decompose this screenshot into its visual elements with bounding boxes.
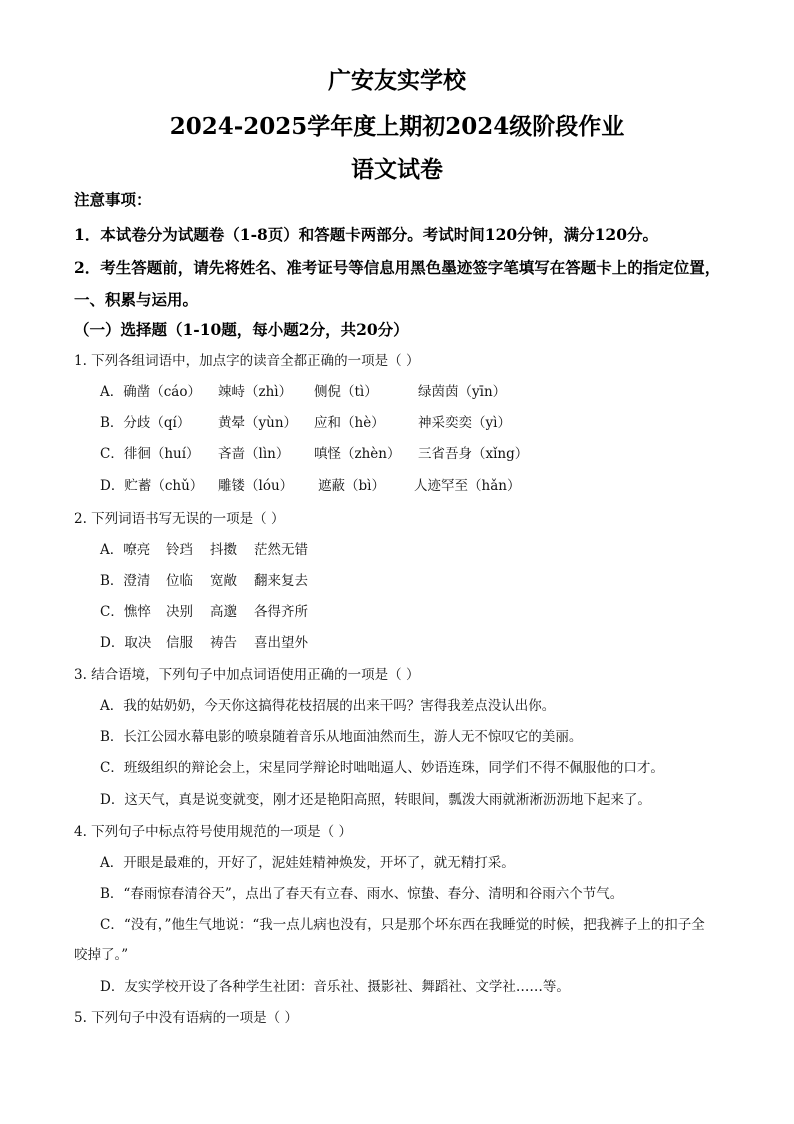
q5-stem: 5. 下列句子中没有语病的一项是（ ） <box>74 1010 298 1026</box>
q1-option-b-3: 应和（hè） <box>314 415 385 431</box>
q2-option-d-1: D．取决 <box>100 635 152 651</box>
term-title: 2024-2025学年度上期初2024级阶段作业 <box>169 113 625 140</box>
q2-option-b-1: B．澄清 <box>100 573 151 589</box>
q2-option-b-3: 宽敞 <box>210 573 237 589</box>
school-name: 广安友实学校 <box>328 67 466 94</box>
q2-option-c-3: 高邈 <box>210 604 237 620</box>
q4-option-d: D．友实学校开设了各种学生社团：音乐社、摄影社、舞蹈社、文学社……等。 <box>100 979 570 995</box>
q1-option-a-1: A．确凿（cáo） <box>100 384 201 400</box>
q2-option-a-4: 茫然无错 <box>254 542 308 558</box>
q1-option-b-1: B．分歧（qí） <box>100 415 191 431</box>
section-title: 一、积累与运用。 <box>74 290 199 309</box>
q1-option-b-2: 黄晕（yùn） <box>218 415 298 431</box>
notice-item-1: 1．本试卷分为试题卷（1-8页）和答题卡两部分。考试时间120分钟，满分120分。 <box>74 225 658 244</box>
q3-option-c: C．班级组织的辩论会上，宋星同学辩论时咄咄逼人、妙语连珠，同学们不得不佩服他的口才。 <box>100 760 664 776</box>
q1-stem: 1. 下列各组词语中，加点字的读音全都正确的一项是（ ） <box>74 353 420 369</box>
notice-item-2: 2．考生答题前，请先将姓名、准考证号等信息用黑色墨迹签字笔填写在答题卡上的指定位置， <box>74 258 721 277</box>
q4-option-c: C．“没有，”他生气地说：“我一点儿病也没有，只是那个坏东西在我睡觉的时候，把我裤子上的扣子全 <box>100 917 705 933</box>
q2-option-a-1: A．嘹亮 <box>100 542 151 558</box>
q2-option-b-4: 翻来复去 <box>254 573 308 589</box>
q1-option-c-2: 吝啬（lìn） <box>218 446 290 462</box>
subject-title: 语文试卷 <box>351 156 443 183</box>
q4-option-c-continued: 咬掉了。” <box>74 947 129 963</box>
q1-option-d-2: 雕镂（lóu） <box>218 478 294 494</box>
q2-option-c-1: C．憔悴 <box>100 604 151 620</box>
q1-option-c-1: C．徘徊（huí） <box>100 446 200 462</box>
notice-heading: 注意事项： <box>74 190 152 209</box>
q2-option-d-4: 喜出望外 <box>254 635 308 651</box>
q1-option-a-2: 竦峙（zhì） <box>218 384 293 400</box>
q1-option-c-4: 三省吾身（xǐng） <box>418 446 529 462</box>
q1-option-b-4: 神采奕奕（yì） <box>418 415 511 431</box>
q2-option-a-3: 抖擞 <box>210 542 237 558</box>
q1-option-d-1: D．贮蓄（chǔ） <box>100 478 204 494</box>
q3-option-b: B．长江公园水幕电影的喷泉随着音乐从地面油然而生，游人无不惊叹它的美丽。 <box>100 729 583 745</box>
q2-option-c-2: 决别 <box>166 604 193 620</box>
q4-option-b: B．“春雨惊春清谷天”，点出了春天有立春、雨水、惊蛰、春分、清明和谷雨六个节气。 <box>100 886 624 902</box>
q2-option-c-4: 各得齐所 <box>254 604 308 620</box>
q2-option-d-3: 祷告 <box>210 635 237 651</box>
q1-option-c-3: 嗔怪（zhèn） <box>314 446 401 462</box>
q1-option-a-4: 绿茵茵（yīn） <box>418 384 507 400</box>
q1-option-a-3: 侧倪（tì） <box>314 384 378 400</box>
q3-option-a: A．我的姑奶奶，今天你这搞得花枝招展的出来干吗？害得我差点没认出你。 <box>100 698 556 714</box>
q3-option-d: D．这天气，真是说变就变，刚才还是艳阳高照，转眼间，瓢泼大雨就淅淅沥沥地下起来了。 <box>100 792 651 808</box>
q2-option-b-2: 位临 <box>166 573 193 589</box>
q3-stem: 3. 结合语境，下列句子中加点词语使用正确的一项是（ ） <box>74 667 420 683</box>
q2-stem: 2. 下列词语书写无误的一项是（ ） <box>74 511 285 527</box>
section-subtitle: （一）选择题（1-10题，每小题2分，共20分） <box>74 320 409 339</box>
q4-option-a: A．开眼是最难的，开好了，泥娃娃精神焕发，开坏了，就无精打采。 <box>100 855 515 871</box>
q2-option-d-2: 信服 <box>166 635 193 651</box>
q4-stem: 4. 下列句子中标点符号使用规范的一项是（ ） <box>74 824 352 840</box>
q1-option-d-4: 人迹罕至（hǎn） <box>414 478 521 494</box>
q2-option-a-2: 铃珰 <box>166 542 193 558</box>
q1-option-d-3: 遮蔽（bì） <box>318 478 385 494</box>
